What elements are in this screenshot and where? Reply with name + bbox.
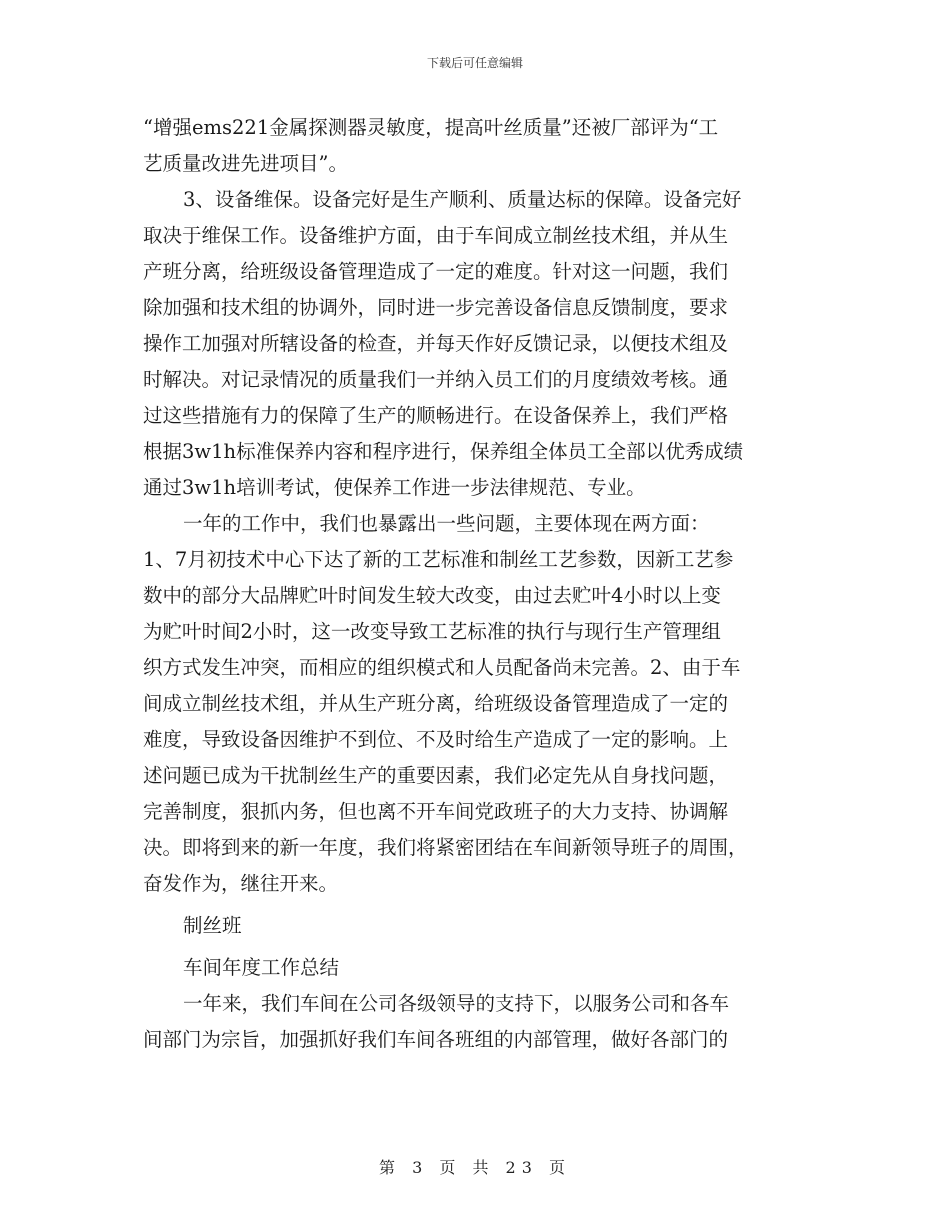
text-line: 织方式发生冲突，而相应的组织模式和人员配备尚未完善。2、由于车: [143, 656, 741, 679]
page-header-note: 下载后可任意编辑: [426, 56, 523, 70]
text-line: 决。即将到来的新一年度，我们将紧密团结在车间新领导班子的周围，: [143, 836, 748, 859]
text-line: 难度，导致设备因维护不到位、不及时给生产造成了一定的影响。上: [143, 728, 729, 751]
text-line: 间成立制丝技术组，并从生产班分离，给班级设备管理造成了一定的: [143, 692, 729, 715]
paragraph-start-line: 一年来，我们车间在公司各级领导的支持下，以服务公司和各车: [183, 992, 730, 1015]
text-line: 1、7月初技术中心下达了新的工艺标准和制丝工艺参数，因新工艺参: [143, 548, 734, 571]
text-line: 艺质量改进先进项目”。: [143, 152, 348, 175]
signature-label: 制丝班: [183, 914, 242, 937]
paragraph-start-line: 3、设备维保。设备完好是生产顺利、质量达标的保障。设备完好: [183, 188, 742, 211]
text-line: 数中的部分大品牌贮叶时间发生较大改变，由过去贮叶4小时以上变: [143, 584, 721, 607]
text-line: 间部门为宗旨，加强抓好我们车间各班组的内部管理，做好各部门的: [143, 1028, 729, 1051]
text-line: 时解决。对记录情况的质量我们一并纳入员工们的月度绩效考核。通: [143, 368, 729, 391]
text-line: 取决于维保工作。设备维护方面，由于车间成立制丝技术组，并从生: [143, 224, 729, 247]
text-line: 述问题已成为干扰制丝生产的重要因素，我们必定先从自身找问题，: [143, 764, 729, 787]
page-number: 第 3 页 共 23 页: [379, 1158, 571, 1177]
text-line: 操作工加强对所辖设备的检查，并每天作好反馈记录，以便技术组及: [143, 332, 729, 355]
text-line: 奋发作为，继往开来。: [143, 872, 339, 895]
section-title: 车间年度工作总结: [183, 956, 340, 979]
text-line: 过这些措施有力的保障了生产的顺畅进行。在设备保养上，我们严格: [143, 404, 729, 427]
text-line: 通过3w1h培训考试，使保养工作进一步法律规范、专业。: [143, 476, 646, 499]
text-line: 产班分离，给班级设备管理造成了一定的难度。针对这一问题，我们: [143, 260, 729, 283]
text-line: “增强ems221金属探测器灵敏度，提高叶丝质量”还被厂部评为“工: [143, 116, 719, 139]
paragraph-start-line: 一年的工作中，我们也暴露出一些问题，主要体现在两方面：: [183, 512, 710, 535]
text-line: 除加强和技术组的协调外，同时进一步完善设备信息反馈制度，要求: [143, 296, 729, 319]
document-body: [143, 110, 808, 1058]
text-line: 根据3w1h标准保养内容和程序进行，保养组全体员工全部以优秀成绩: [143, 440, 744, 463]
text-line: 完善制度，狠抓内务，但也离不开车间党政班子的大力支持、协调解: [143, 800, 729, 823]
text-line: 为贮叶时间2小时，这一改变导致工艺标准的执行与现行生产管理组: [143, 620, 721, 643]
